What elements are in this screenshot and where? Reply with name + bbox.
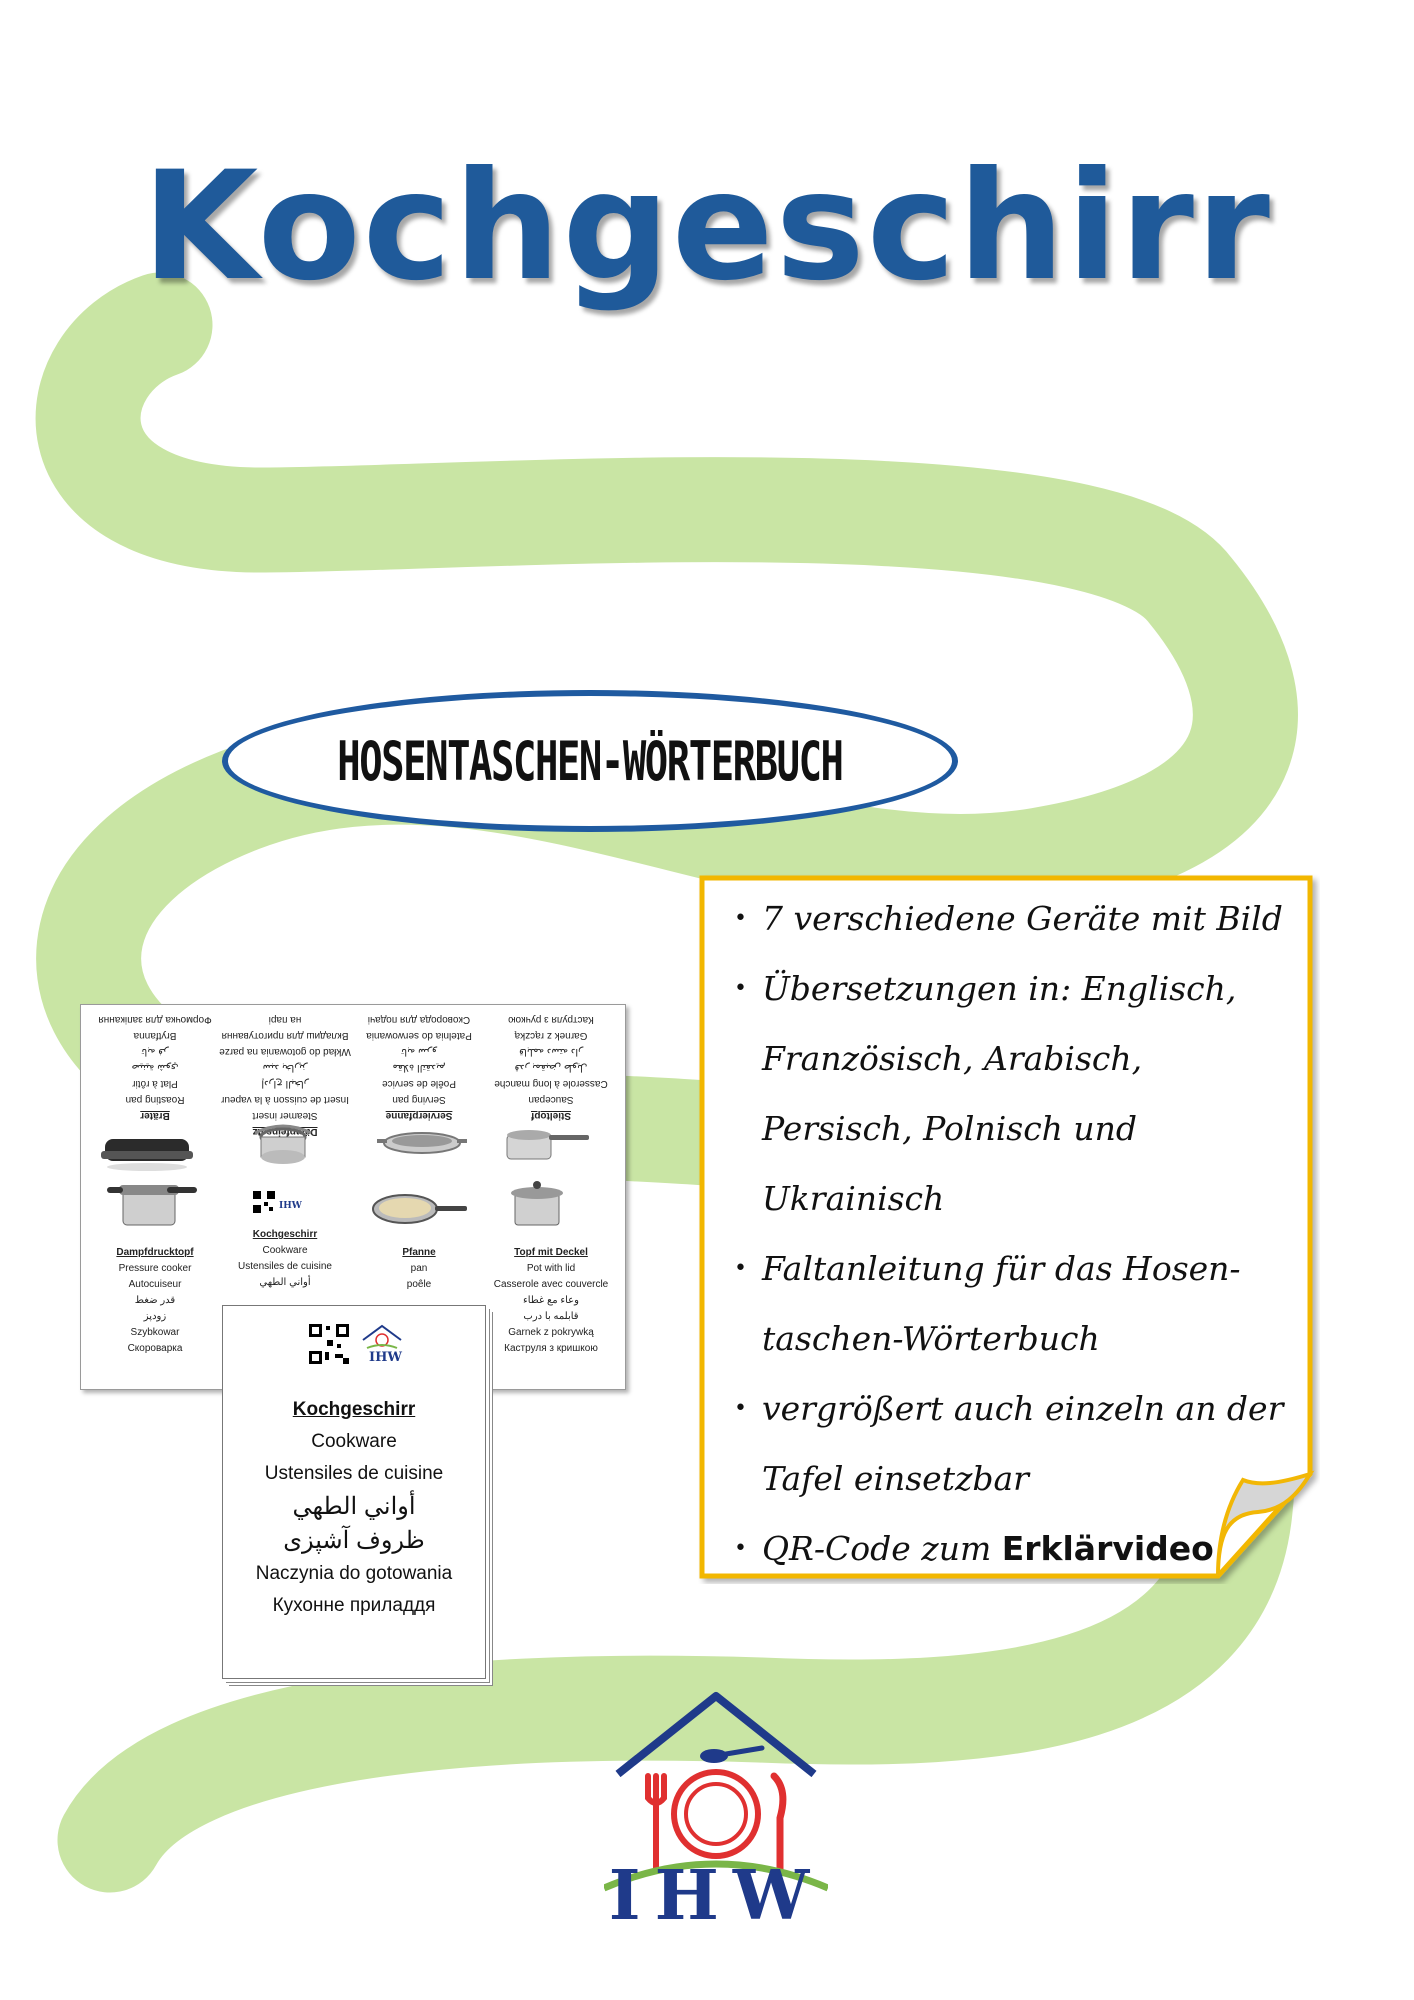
preview-term-translation: Pot with lid [526,1263,576,1274]
preview-term-translation: Сковорода для подачі [367,1014,471,1025]
preview-bottom-column [219,1227,351,1291]
preview-term-translation: تابه فر [141,1046,169,1057]
preview-term-translation: Garnek z rączką [514,1030,588,1041]
preview-term-translation: Poêle de service [382,1078,456,1089]
preview-term-heading: Pfanne [402,1247,436,1258]
qr-code-icon [309,1324,349,1364]
preview-term-heading: Topf mit Deckel [514,1247,588,1258]
preview-term-translation: Вкладиш для приготування на парі [221,1014,349,1041]
preview-term-translation: وعاء مع غطاء [523,1295,579,1306]
card-heading: Kochgeschirr [292,1399,416,1420]
card-line-ukrainian: Кухонне приладдя [272,1595,436,1616]
roasting-pan-icon [101,1129,193,1173]
preview-term-translation: Plat à rôtir [132,1078,178,1089]
feature-item: • Faltanleitung für das Hosen-taschen-Wörterbuch [734,1234,1294,1374]
preview-term-translation: Wkład do gotowania na parze [219,1046,351,1057]
feature-item: • vergrößert auch einzeln an der Tafel einsetzbar [734,1374,1294,1514]
preview-term-translation: pan [410,1263,428,1274]
card-line-french: Ustensiles de cuisine [264,1463,444,1484]
preview-term-translation: قدر ضغط [134,1295,176,1306]
banner-text: HOSENTASCHEN-WÖRTERBUCH [337,729,843,793]
preview-term-translation: poêle [406,1279,432,1290]
preview-term-translation: Garnek z pokrywką [508,1327,594,1338]
feature-qr-bold: Erklärvideo [1001,1529,1214,1568]
preview-bottom-column [353,1245,485,1293]
preview-term-translation: Serving pan [392,1094,446,1105]
preview-term-translation: زودپز [143,1311,167,1322]
preview-term-translation: Каструля з кришкою [504,1343,598,1354]
preview-term-translation: Ustensiles de cuisine [238,1261,332,1272]
preview-term-translation: أواني الطهي [259,1277,311,1288]
preview-top-column [485,1011,617,1123]
feature-list [734,884,1294,1584]
feature-item [734,1514,1294,1584]
preview-bottom-column [485,1245,617,1357]
preview-term-translation: Brytfanna [133,1030,177,1041]
steamer-insert-icon [251,1119,315,1175]
preview-term-heading: Servierpfanne [385,1110,453,1121]
preview-term-translation: Szybkowar [130,1327,180,1338]
serving-pan-icon [377,1123,467,1167]
card-line-persian: ظروف آشپزی [283,1527,425,1554]
card-line-arabic: أواني الطهي [292,1493,416,1520]
saucepan-icon [503,1121,591,1169]
preview-term-heading: Bräter [140,1110,170,1121]
qr-code-icon [253,1191,275,1213]
frying-pan-icon [371,1191,467,1231]
feature-item: • Übersetzungen in: Englisch, Französisch, Arabisch, Persisch, Polnisch und Ukrainisch [734,954,1294,1234]
preview-term-translation: قابلمه دسته دار [519,1046,583,1057]
preview-bottom-column [89,1245,221,1357]
preview-term-translation: قابلمه با درب [523,1311,579,1322]
preview-term-heading: Dämpfeinsatz [252,1126,318,1137]
feature-qr-prefix: QR-Code zum [762,1529,1002,1568]
card-line-polish: Naczynia do gotowania [255,1563,453,1584]
preview-top-column [353,1011,485,1123]
preview-term-translation: Скороварка [127,1343,183,1354]
preview-term-translation: سبد بخارپز [262,1062,308,1073]
preview-term-translation: Saucepan [528,1094,574,1105]
preview-term-translation: Steamer insert [252,1110,318,1121]
pressure-cooker-icon [107,1175,199,1231]
dictionary-card [222,1305,486,1679]
banner-ellipse [222,690,958,832]
preview-term-translation: Autocuiseur [128,1279,182,1290]
preview-term-heading: Dampfdrucktopf [116,1247,194,1258]
card-translation-list [223,1394,485,1622]
page-title: Kochgeschirr [142,140,1272,314]
preview-top-column [89,1011,221,1123]
feature-item: • 7 verschiedene Geräte mit Bild [734,884,1294,954]
card-line-english: Cookware [311,1431,397,1452]
preview-term-translation: Каструля з ручкою [508,1014,594,1025]
card-logo-roof-icon [361,1322,403,1352]
mini-logo-text: IHW [279,1201,302,1211]
preview-term-heading: Stieltopf [531,1110,571,1121]
preview-term-heading: Kochgeschirr [252,1229,318,1240]
preview-term-translation: Insert de cuisson à la vapeur [221,1094,349,1105]
preview-term-translation: إدراج البخار [261,1078,309,1089]
preview-term-translation: Формочка для запікання [98,1014,212,1025]
preview-term-translation: مقلاة التقديم [392,1062,446,1073]
preview-term-translation: قدر بمقبض طويل [514,1062,588,1073]
card-logo-text: IHW [369,1350,402,1365]
preview-term-translation: تابه سرو [401,1046,437,1057]
preview-term-translation: Casserole avec couvercle [493,1279,609,1290]
preview-term-translation: صينية شوي [131,1062,179,1073]
preview-term-translation: Patelnia do serwowania [366,1030,472,1041]
logo-text: IHW [608,1856,824,1936]
preview-term-translation: Casserole à long manche [494,1078,608,1089]
feature-note [698,874,1320,1584]
preview-term-translation: Pressure cooker [118,1263,192,1274]
preview-term-translation: Cookware [262,1245,308,1256]
preview-term-translation: Roasting pan [125,1094,185,1105]
pot-with-lid-icon [505,1175,569,1231]
logo-spoon-icon [700,1749,728,1763]
